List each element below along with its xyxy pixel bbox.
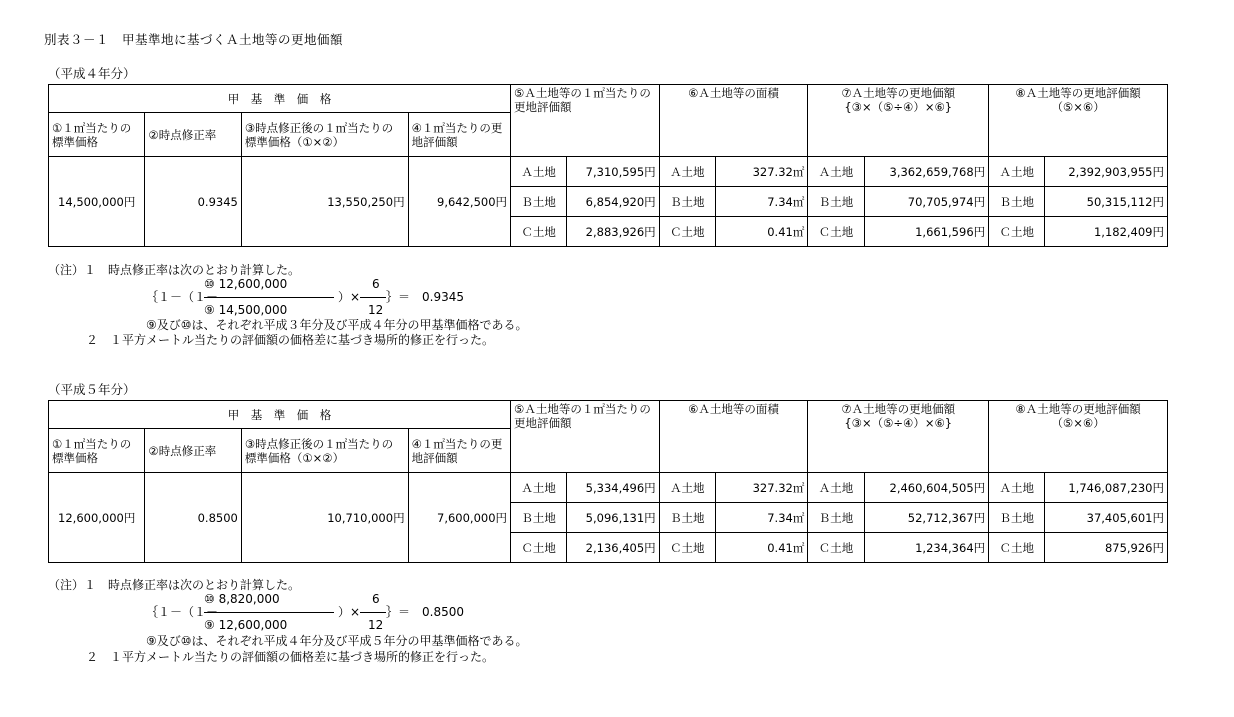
formula-small-bar	[360, 297, 386, 298]
land-label: Ｂ土地	[511, 503, 567, 533]
eval-total-cell: 875,926円	[1045, 533, 1168, 563]
land-label: Ａ土地	[511, 157, 567, 187]
period-label-h5: （平成５年分）	[48, 382, 136, 397]
area-cell: 0.41㎡	[715, 217, 807, 247]
land-label: Ａ土地	[511, 473, 567, 503]
group-header: 甲 基 準 価 格	[49, 401, 511, 429]
area-cell: 7.34㎡	[715, 503, 807, 533]
col-header-1: ①１㎡当たりの標準価格	[49, 429, 145, 473]
land-label: Ｃ土地	[659, 217, 715, 247]
eval-total-cell: 2,392,903,955円	[1045, 157, 1168, 187]
formula-denominator: ⑨ 12,600,000	[204, 618, 288, 632]
eval-cell: 9,642,500円	[408, 157, 510, 247]
value-cell: 1,234,364円	[864, 533, 989, 563]
land-label: Ａ土地	[659, 473, 715, 503]
land-value-table-h4	[48, 84, 1168, 247]
per-sqm-cell: 2,136,405円	[567, 533, 659, 563]
col-header-7-line2: {③×（⑤÷④）×⑥}	[844, 100, 953, 114]
formula-numerator: ⑩ 12,600,000	[204, 277, 288, 291]
formula-six: 6	[372, 592, 380, 606]
land-label: Ｂ土地	[659, 187, 715, 217]
col-header-7	[808, 401, 989, 473]
col-header-5: ⑤Ａ土地等の１㎡当たりの更地評価額	[511, 401, 660, 473]
rate-cell: 0.9345	[145, 157, 241, 247]
land-label: Ａ土地	[989, 157, 1045, 187]
land-label: Ａ土地	[808, 157, 864, 187]
col-header-8	[989, 401, 1168, 473]
col-header-3: ③時点修正後の１㎡当たりの標準価格（①×②）	[241, 113, 408, 157]
eval-cell: 7,600,000円	[408, 473, 510, 563]
land-value-table-h5	[48, 400, 1168, 563]
formula-mid: ）×	[338, 605, 361, 619]
col-header-4: ④１㎡当たりの更地評価額	[408, 429, 510, 473]
col-header-7-line1: ⑦Ａ土地等の更地価額	[841, 402, 956, 416]
formula-suffix: ｝＝ 0.8500	[386, 605, 464, 619]
formula-denominator: ⑨ 14,500,000	[204, 303, 288, 317]
document-title: 別表３－１ 甲基準地に基づくＡ土地等の更地価額	[44, 32, 344, 47]
formula-six: 6	[372, 277, 380, 291]
col-header-3: ③時点修正後の１㎡当たりの標準価格（①×②）	[241, 429, 408, 473]
formula-numerator: ⑩ 8,820,000	[204, 592, 280, 606]
note-1: （注）１ 時点修正率は次のとおり計算した。	[48, 578, 301, 592]
note-ref: ⑨及び⑩は、それぞれ平成３年分及び平成４年分の甲基準価格である。	[146, 318, 528, 332]
land-label: Ｂ土地	[989, 503, 1045, 533]
col-header-6: ⑥Ａ土地等の面積	[659, 85, 808, 157]
land-label: Ｃ土地	[989, 533, 1045, 563]
formula-small-bar	[360, 612, 386, 613]
formula-prefix: ｛１－（１－	[146, 290, 219, 304]
note-1: （注）１ 時点修正率は次のとおり計算した。	[48, 263, 301, 277]
land-label: Ｃ土地	[808, 217, 864, 247]
value-cell: 52,712,367円	[864, 503, 989, 533]
land-label: Ａ土地	[659, 157, 715, 187]
col-header-1: ①１㎡当たりの標準価格	[49, 113, 145, 157]
land-label: Ｂ土地	[808, 187, 864, 217]
value-cell: 2,460,604,505円	[864, 473, 989, 503]
col-header-8	[989, 85, 1168, 157]
per-sqm-cell: 6,854,920円	[567, 187, 659, 217]
note-ref: ⑨及び⑩は、それぞれ平成４年分及び平成５年分の甲基準価格である。	[146, 634, 528, 648]
eval-total-cell: 1,182,409円	[1045, 217, 1168, 247]
adjusted-price-cell: 10,710,000円	[241, 473, 408, 563]
formula-fraction-bar	[204, 612, 334, 613]
col-header-6: ⑥Ａ土地等の面積	[659, 401, 808, 473]
col-header-8-line2: （⑤×⑥）	[1051, 100, 1105, 114]
area-cell: 327.32㎡	[715, 157, 807, 187]
col-header-5: ⑤Ａ土地等の１㎡当たりの更地評価額	[511, 85, 660, 157]
period-label-h4: （平成４年分）	[48, 66, 136, 81]
formula-twelve: 12	[368, 303, 384, 317]
per-sqm-cell: 2,883,926円	[567, 217, 659, 247]
land-label: Ｃ土地	[989, 217, 1045, 247]
col-header-7	[808, 85, 989, 157]
rate-cell: 0.8500	[145, 473, 241, 563]
std-price-cell: 12,600,000円	[49, 473, 145, 563]
col-header-7-line1: ⑦Ａ土地等の更地価額	[841, 86, 956, 100]
value-cell: 1,661,596円	[864, 217, 989, 247]
land-label: Ｃ土地	[511, 217, 567, 247]
col-header-8-line2: （⑤×⑥）	[1051, 416, 1105, 430]
land-label: Ｂ土地	[989, 187, 1045, 217]
land-label: Ｂ土地	[659, 503, 715, 533]
col-header-7-line2: {③×（⑤÷④）×⑥}	[844, 416, 953, 430]
per-sqm-cell: 5,334,496円	[567, 473, 659, 503]
land-label: Ｃ土地	[808, 533, 864, 563]
per-sqm-cell: 5,096,131円	[567, 503, 659, 533]
land-label: Ｂ土地	[511, 187, 567, 217]
land-label: Ａ土地	[808, 473, 864, 503]
col-header-4: ④１㎡当たりの更地評価額	[408, 113, 510, 157]
formula-fraction-bar	[204, 297, 334, 298]
per-sqm-cell: 7,310,595円	[567, 157, 659, 187]
area-cell: 7.34㎡	[715, 187, 807, 217]
col-header-8-line1: ⑧Ａ土地等の更地評価額	[1015, 86, 1141, 100]
formula-suffix: ｝＝ 0.9345	[386, 290, 464, 304]
note-2: ２ １平方メートル当たりの評価額の価格差に基づき場所的修正を行った。	[86, 333, 495, 347]
eval-total-cell: 1,746,087,230円	[1045, 473, 1168, 503]
value-cell: 3,362,659,768円	[864, 157, 989, 187]
land-label: Ｃ土地	[659, 533, 715, 563]
adjusted-price-cell: 13,550,250円	[241, 157, 408, 247]
std-price-cell: 14,500,000円	[49, 157, 145, 247]
area-cell: 0.41㎡	[715, 533, 807, 563]
formula-prefix: ｛１－（１－	[146, 605, 219, 619]
value-cell: 70,705,974円	[864, 187, 989, 217]
land-label: Ｃ土地	[511, 533, 567, 563]
formula-mid: ）×	[338, 290, 361, 304]
group-header: 甲 基 準 価 格	[49, 85, 511, 113]
col-header-2: ②時点修正率	[145, 113, 241, 157]
eval-total-cell: 50,315,112円	[1045, 187, 1168, 217]
col-header-2: ②時点修正率	[145, 429, 241, 473]
note-2: ２ １平方メートル当たりの評価額の価格差に基づき場所的修正を行った。	[86, 650, 495, 664]
land-label: Ｂ土地	[808, 503, 864, 533]
eval-total-cell: 37,405,601円	[1045, 503, 1168, 533]
formula-twelve: 12	[368, 618, 384, 632]
land-label: Ａ土地	[989, 473, 1045, 503]
area-cell: 327.32㎡	[715, 473, 807, 503]
col-header-8-line1: ⑧Ａ土地等の更地評価額	[1015, 402, 1141, 416]
